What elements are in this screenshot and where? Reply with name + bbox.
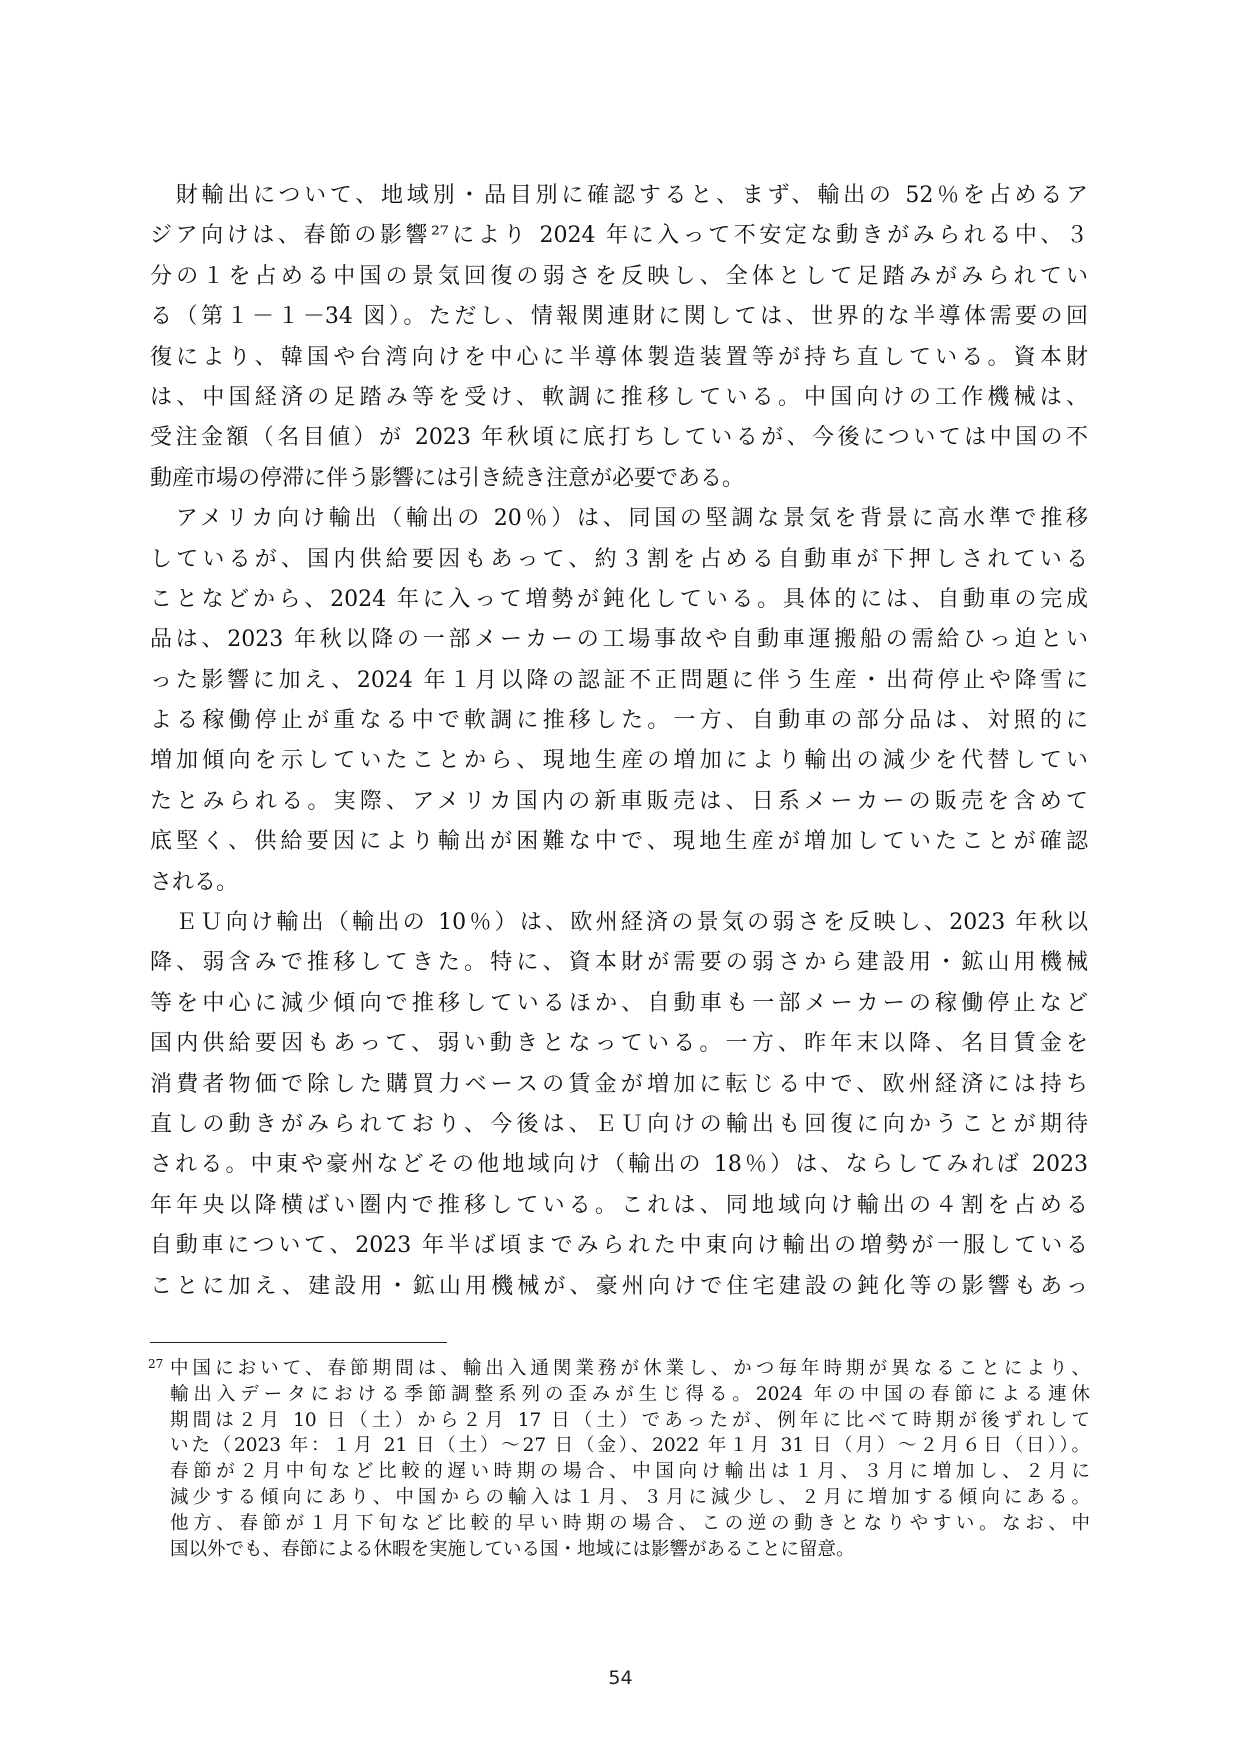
body-line: ことに加え、建設用・鉱山用機械が、豪州向けで住宅建設の鈍化等の影響もあっ bbox=[150, 1273, 1088, 1299]
footnote bbox=[148, 1356, 1090, 1562]
body-line: される。 bbox=[150, 869, 239, 895]
footnote-mark: 27 bbox=[148, 1357, 164, 1371]
body-line: よる稼働停止が重なる中で軟調に推移した。一方、自動車の部分品は、対照的に bbox=[150, 708, 1088, 734]
body-line: 直しの動きがみられており、今後は、ＥＵ向けの輸出も回復に向かうことが期待 bbox=[150, 1111, 1088, 1137]
footnote-line: 春節が２月中旬など比較的遅い時期の場合、中国向け輸出は１月、３月に増加し、２月に bbox=[170, 1461, 1090, 1483]
body-line: 国内供給要因もあって、弱い動きとなっている。一方、昨年末以降、名目賃金を bbox=[150, 1031, 1088, 1057]
footnote-line: 他方、春節が１月下旬など比較的早い時期の場合、この逆の動きとなりやすい。なお、中 bbox=[170, 1512, 1090, 1534]
body-line: 増加傾向を示していたことから、現地生産の増加により輸出の減少を代替してい bbox=[150, 748, 1088, 774]
footnote-line: 減少する傾向にあり、中国からの輸入は１月、３月に減少し、２月に増加する傾向にある。 bbox=[170, 1486, 1090, 1508]
body-line: たとみられる。実際、アメリカ国内の新車販売は、日系メーカーの販売を含めて bbox=[150, 788, 1088, 814]
body-text bbox=[150, 176, 1088, 1307]
body-line: 消費者物価で除した購買力ベースの賃金が増加に転じる中で、欧州経済には持ち bbox=[150, 1071, 1088, 1097]
body-line: 降、弱含みで推移してきた。特に、資本財が需要の弱さから建設用・鉱山用機械 bbox=[150, 950, 1088, 976]
body-line: 復により、韓国や台湾向けを中心に半導体製造装置等が持ち直している。資本財 bbox=[150, 344, 1088, 370]
footnote-line: 輸出入データにおける季節調整系列の歪みが生じ得る。2024 年の中国の春節による連休 bbox=[170, 1383, 1090, 1405]
body-line: ＥＵ向け輸出（輸出の 10％）は、欧州経済の景気の弱さを反映し、2023 年秋以 bbox=[150, 910, 1088, 936]
footnote-line: いた（2023 年：１月 21 日（土）～27 日（金）、2022 年１月 31 日（月）～２月６日（日））。 bbox=[170, 1435, 1090, 1457]
page-number: 54 bbox=[608, 1667, 633, 1689]
body-line: 底堅く、供給要因により輸出が困難な中で、現地生産が増加していたことが確認 bbox=[150, 829, 1088, 855]
footnote-line: 国以外でも、春節による休暇を実施している国・地域には影響があることに留意。 bbox=[170, 1538, 855, 1560]
body-line: 受注金額（名目値）が 2023 年秋頃に底打ちしているが、今後については中国の不 bbox=[150, 425, 1088, 451]
body-line: ジア向けは、春節の影響²⁷により 2024 年に入って不安定な動きがみられる中、３ bbox=[150, 223, 1088, 249]
footnote-divider bbox=[150, 1342, 447, 1343]
body-line: った影響に加え、2024 年１月以降の認証不正問題に伴う生産・出荷停止や降雪に bbox=[150, 667, 1088, 693]
footnote-line: 期間は２月 10 日（土）から２月 17 日（土）であったが、例年に比べて時期が後ずれして bbox=[170, 1409, 1090, 1431]
body-line: 財輸出について、地域別・品目別に確認すると、まず、輸出の 52％を占めるア bbox=[150, 183, 1088, 208]
body-line: される。中東や豪州などその他地域向け（輸出の 18％）は、ならしてみれば 2023 bbox=[150, 1152, 1088, 1178]
body-line: 等を中心に減少傾向で推移しているほか、自動車も一部メーカーの稼働停止など bbox=[150, 990, 1088, 1016]
footnote-line: 中国において、春節期間は、輸出入通関業務が休業し、かつ毎年時期が異なることにより、 bbox=[170, 1358, 1090, 1379]
body-line: る（第１－１－34 図）。ただし、情報関連財に関しては、世界的な半導体需要の回 bbox=[150, 304, 1088, 330]
body-line: 年年央以降横ばい圏内で推移している。これは、同地域向け輸出の４割を占める bbox=[150, 1192, 1088, 1218]
body-line: 品は、2023 年秋以降の一部メーカーの工場事故や自動車運搬船の需給ひっ迫とい bbox=[150, 627, 1088, 653]
body-line: アメリカ向け輸出（輸出の 20％）は、同国の堅調な景気を背景に高水準で推移 bbox=[150, 506, 1088, 532]
body-line: 自動車について、2023 年半ば頃までみられた中東向け輸出の増勢が一服している bbox=[150, 1233, 1088, 1259]
body-line: 分の１を占める中国の景気回復の弱さを反映し、全体として足踏みがみられてい bbox=[150, 263, 1088, 289]
body-line: ことなどから、2024 年に入って増勢が鈍化している。具体的には、自動車の完成 bbox=[150, 586, 1088, 612]
body-line: 動産市場の停滞に伴う影響には引き続き注意が必要である。 bbox=[150, 465, 745, 491]
body-line: は、中国経済の足踏み等を受け、軟調に推移している。中国向けの工作機械は、 bbox=[150, 384, 1088, 410]
body-line: しているが、国内供給要因もあって、約３割を占める自動車が下押しされている bbox=[150, 546, 1088, 572]
